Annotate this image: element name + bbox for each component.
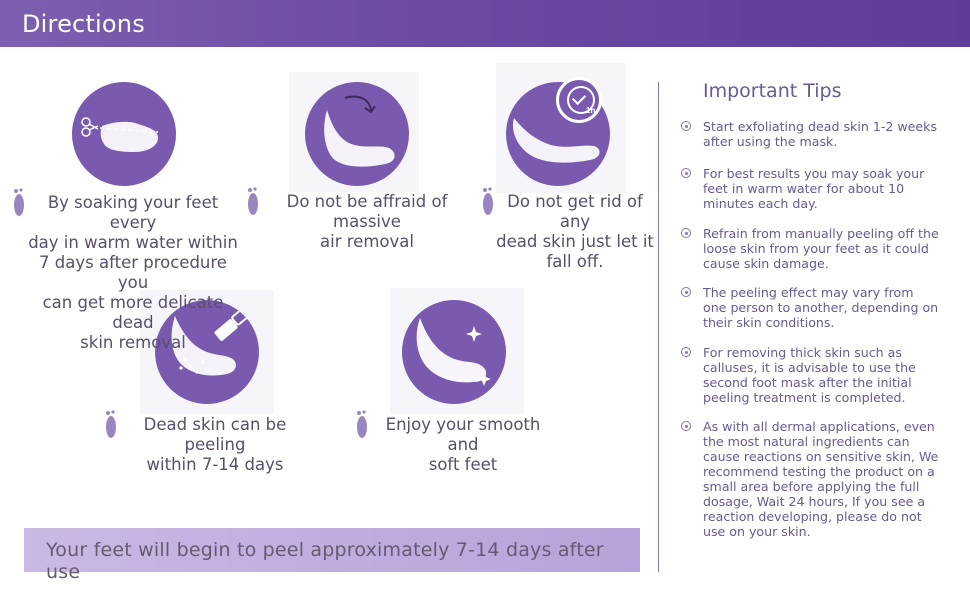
foot-arrow-icon (305, 82, 409, 186)
foot-cut-icon (72, 82, 176, 186)
step-4-caption: Dead skin can be peeling within 7-14 days (143, 415, 287, 474)
foot-sparkle-icon (402, 300, 506, 404)
header-bar (0, 0, 970, 47)
bullet-icon (681, 228, 691, 238)
bullet-icon (681, 347, 691, 357)
step-2-caption: Do not be affraid of massive air removal (286, 192, 448, 251)
bullet-icon (681, 168, 691, 178)
bullet-icon (681, 121, 691, 131)
step-5-caption: Enjoy your smooth and soft feet (385, 415, 541, 474)
foot-print-icon (355, 409, 369, 439)
step-3-caption: Do not get rid of any dead skin just let it fall off. (496, 192, 654, 271)
tips-title: Important Tips (703, 80, 842, 102)
clock-badge-label: 1h (586, 106, 596, 115)
step-1-caption: By soaking your feet every day in warm water within 7 days after procedure you can get more delicate dead skin removal (28, 193, 238, 352)
step-2-illustration (305, 82, 409, 186)
foot-print-icon (12, 187, 26, 217)
bullet-icon (681, 421, 691, 431)
step-5-illustration (402, 300, 506, 404)
banner-text: Your feet will begin to peel approximately 7-14 days after use (46, 539, 604, 583)
column-divider (658, 82, 659, 572)
clock-badge (556, 77, 602, 123)
page-title: Directions (22, 10, 145, 38)
step-1-illustration (72, 82, 176, 186)
bullet-icon (681, 287, 691, 297)
bottom-banner (24, 528, 640, 583)
